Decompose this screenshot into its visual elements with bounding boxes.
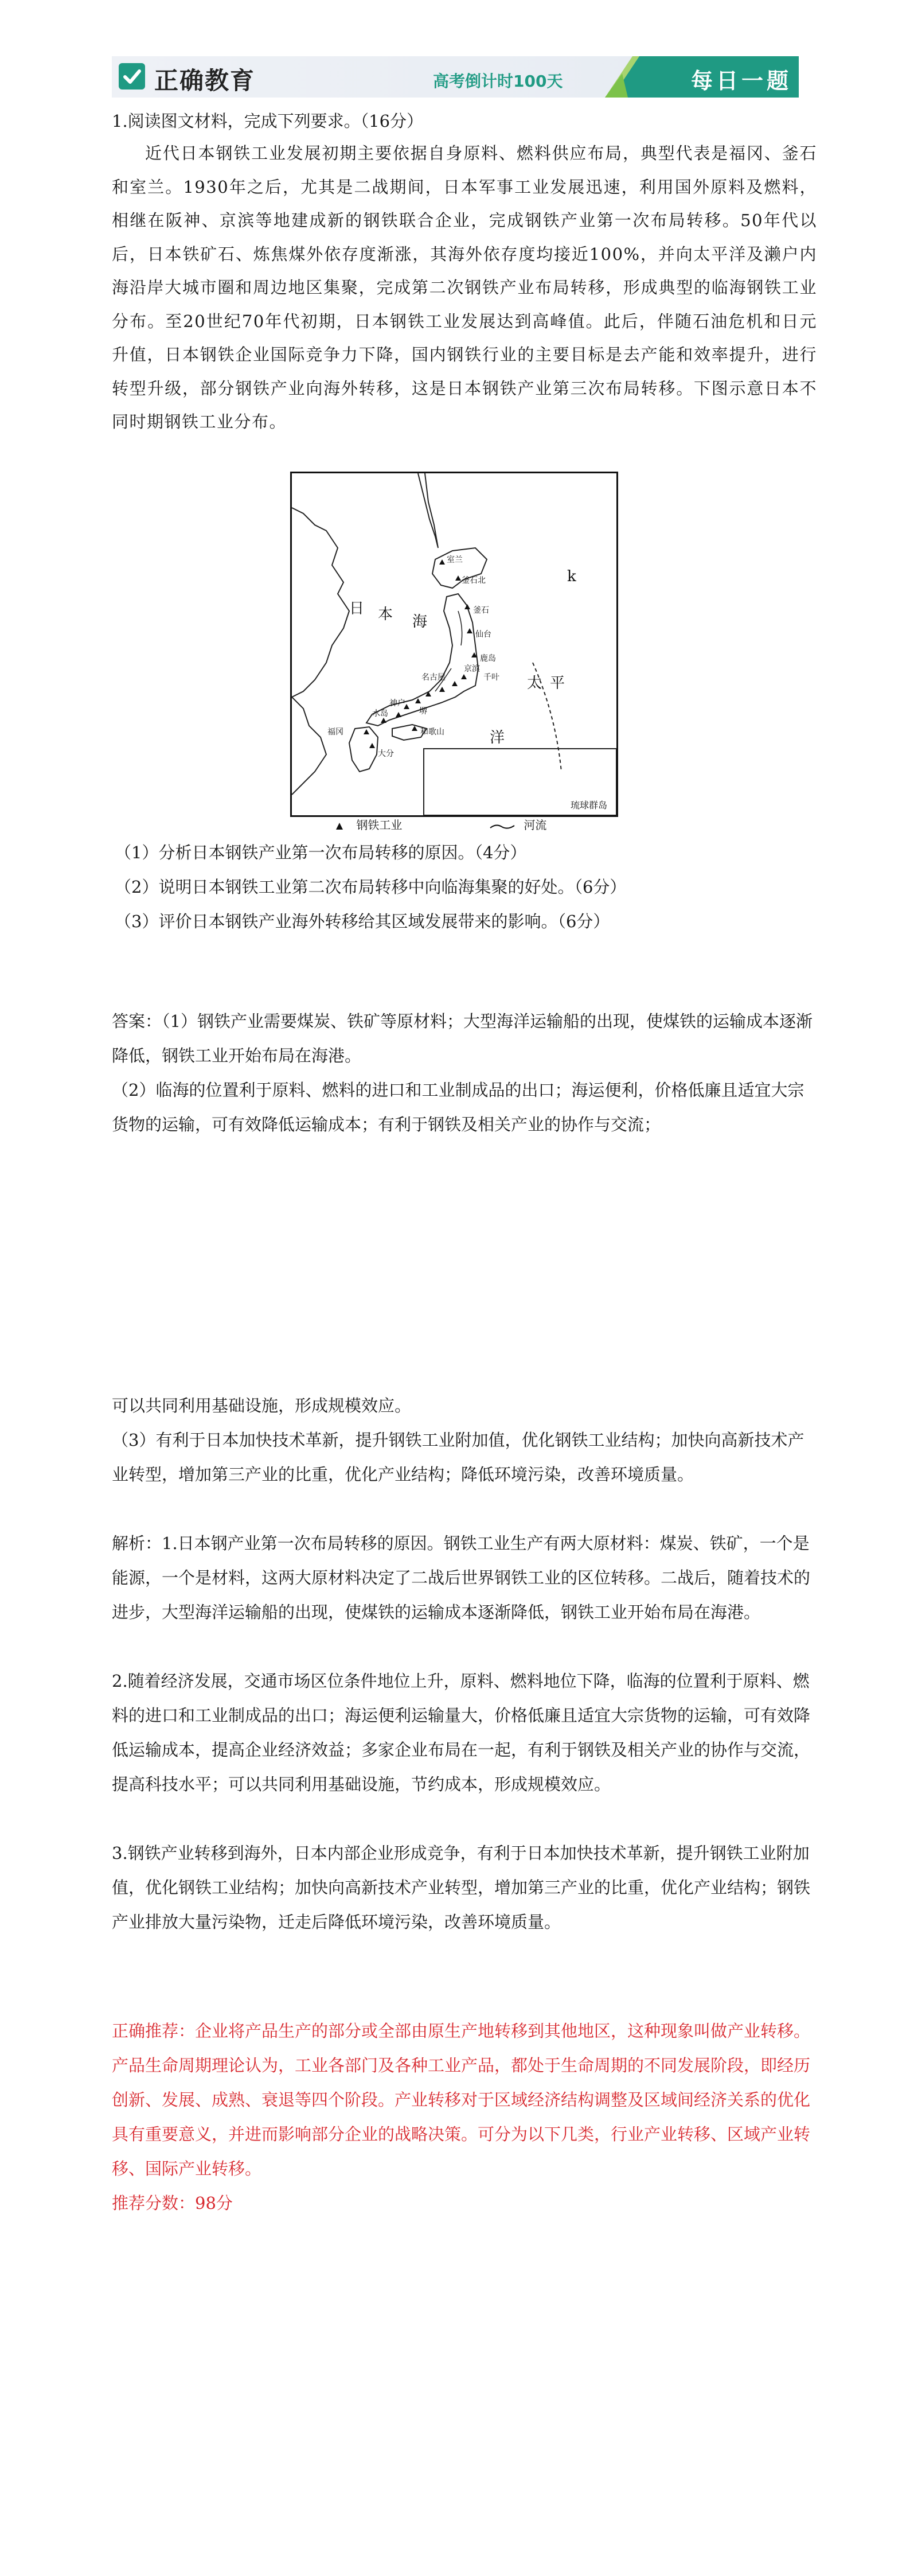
site-label-kamaishi-north: 釜石北 bbox=[462, 576, 486, 585]
check-logo-icon bbox=[119, 63, 145, 90]
recommendation-score: 推荐分数：98分 bbox=[112, 2193, 233, 2213]
site-label-muroran: 室兰 bbox=[447, 555, 463, 565]
map-drawing bbox=[292, 473, 616, 815]
site-label-kashima: 鹿岛 bbox=[480, 654, 496, 663]
answer-2-part1: （2）临海的位置利于原料、燃料的进口和工业制成品的出口；海运便利，价格低廉且适宜大宗货物的运输，可有效降低运输成本；有利于钢铁及相关产业的协作与交流； bbox=[112, 1080, 804, 1134]
daily-question-label: 每日一题 bbox=[691, 68, 792, 94]
site-label-chiba: 千叶 bbox=[483, 673, 499, 682]
daily-question-badge bbox=[605, 56, 799, 98]
analysis-3: 3.钢铁产业转移到海外，日本内部企业形成竞争，有利于日本加快技术革新，提升钢铁工业附加值，优化钢铁工业结构；加快向高新技术产业转型，增加第三产业的比重，优化产业结构；钢铁产业排放大量污染物，迁走后降低环境污染，改善环境质量。 bbox=[112, 1843, 811, 1932]
site-label-mizushima: 水岛 bbox=[372, 709, 388, 718]
site-label-sakai: 堺 bbox=[419, 707, 427, 716]
sea-label-ri: 日 bbox=[349, 600, 365, 617]
ocean-label-yang: 洋 bbox=[490, 729, 505, 746]
site-label-oita: 大分 bbox=[378, 749, 394, 758]
recommendation-text: 正确推荐：企业将产品生产的部分或全部由原生产地转移到其他地区，这种现象叫做产业转移。产品生命周期理论认为，工业各部门及各种工业产品，都处于生命周期的不同发展阶段，即经历创新、发展、成熟、衰退等四个阶段。产业转移对于区域经济结构调整及区域间经济关系的优化具有重要意义，并进而影响部分企业的战略决策。可分为以下几类，行业产业转移、区域产业转移、国际产业转移。 bbox=[112, 2021, 811, 2178]
sea-label-hai: 海 bbox=[412, 613, 428, 631]
sub-question-1: （1）分析日本钢铁产业第一次布局转移的原因。（4分） bbox=[115, 843, 527, 862]
header-banner bbox=[112, 56, 799, 98]
sea-label-ben: 本 bbox=[378, 606, 393, 623]
analysis-1: 解析：1.日本钢产业第一次布局转移的原因。钢铁工业生产有两大原材料：煤炭、铁矿，一个是能源，一个是材料，这两大原材料决定了二战后世界钢铁工业的区位转移。二战后，随着技术的进步，大型海洋运输船的出现，使煤铁的运输成本逐渐降低，钢铁工业开始布局在海港。 bbox=[112, 1534, 811, 1622]
legend-river-label: 河流 bbox=[524, 818, 547, 832]
ocean-label-ping: 平 bbox=[550, 675, 565, 692]
sub-question-2: （2）说明日本钢铁工业第二次布局转移中向临海集聚的好处。（6分） bbox=[115, 877, 627, 897]
brand-name: 正确教育 bbox=[154, 67, 256, 95]
answer-2-part2: 可以共同利用基础设施，形成规模效应。 bbox=[112, 1396, 412, 1415]
legend-steel-label: 钢铁工业 bbox=[356, 818, 403, 832]
legend-river bbox=[489, 816, 546, 832]
ocean-label-tai: 太 bbox=[527, 675, 542, 692]
answer-1: 答案：（1）钢铁产业需要煤炭、铁矿等原材料；大型海洋运输船的出现，使煤铁的运输成本逐渐降低，钢铁工业开始布局在海港。 bbox=[112, 1011, 813, 1065]
japan-steel-map bbox=[290, 472, 618, 817]
site-label-keihin: 京滨 bbox=[464, 664, 480, 674]
question-title: 1.阅读图文材料，完成下列要求。（16分） bbox=[112, 111, 424, 131]
triangle-icon bbox=[335, 822, 343, 830]
sub-question-3: （3）评价日本钢铁产业海外转移给其区域发展带来的影响。（6分） bbox=[115, 912, 610, 931]
answer-3: （3）有利于日本加快技术革新，提升钢铁工业附加值，优化钢铁工业结构；加快向高新技术产业转型，增加第三产业的比重，优化产业结构；降低环境污染，改善环境质量。 bbox=[112, 1430, 804, 1484]
site-label-sendai: 仙台 bbox=[475, 630, 491, 639]
site-label-kamaishi: 釜石 bbox=[473, 606, 489, 615]
map-label-k: k bbox=[567, 568, 576, 585]
site-label-kobe: 神户 bbox=[389, 699, 405, 708]
countdown-text: 高考倒计时100天 bbox=[433, 72, 563, 91]
ryukyu-label: 琉球群岛 bbox=[571, 798, 607, 811]
site-label-fukuoka: 福冈 bbox=[327, 727, 343, 737]
site-label-wakayama: 和歌山 bbox=[420, 727, 444, 737]
analysis-2: 2.随着经济发展，交通市场区位条件地位上升，原料、燃料地位下降，临海的位置利于原料、燃料的进口和工业制成品的出口；海运便利运输量大，价格低廉且适宜大宗货物的运输，可有效降低运输成本，提高企业经济效益；多家企业布局在一起，有利于钢铁及相关产业的协作与交流，提高科技水平；可以共同利用基础设施，节约成本，形成规模效应。 bbox=[112, 1671, 811, 1794]
question-passage: 近代日本钢铁工业发展初期主要依据自身原料、燃料供应布局，典型代表是福冈、釜石和室兰。1930年之后，尤其是二战期间，日本军事工业发展迅速，利用国外原料及燃料，相继在阪神、京滨等地建成新的钢铁联合企业，完成钢铁产业第一次布局转移。50年代以后，日本铁矿石、炼焦煤外依存度渐涨，其海外依存度均接近100%，并向太平洋及濑户内海沿岸大城市圈和周边地区集聚，完成第二次钢铁产业布局转移，形成典型的临海钢铁工业分布。至20世纪70年代初期，日本钢铁工业发展达到高峰值。此后，伴随石油危机和日元升值，日本钢铁企业国际竞争力下降，国内钢铁行业的主要目标是去产能和效率提升，进行转型升级，部分钢铁产业向海外转移，这是日本钢铁产业第三次布局转移。下图示意日本不同时期钢铁工业分布。 bbox=[112, 143, 817, 431]
legend-steel bbox=[335, 816, 402, 832]
site-label-nagoya: 名古屋 bbox=[421, 673, 446, 682]
river-line-icon bbox=[489, 822, 515, 830]
